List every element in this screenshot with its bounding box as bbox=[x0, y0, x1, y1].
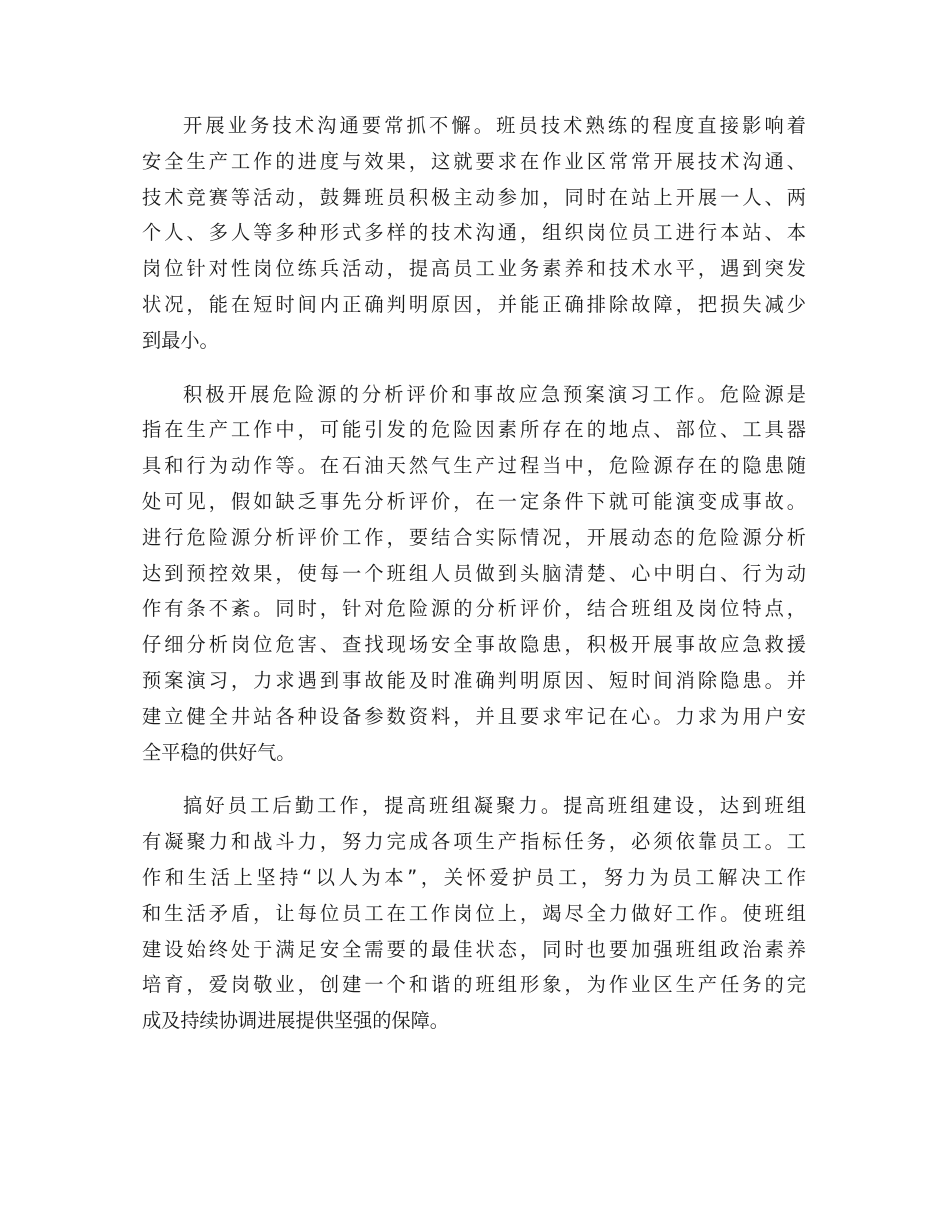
paragraph-line: 进行危险源分析评价工作，要结合实际情况，开展动态的危险源分析 bbox=[142, 525, 806, 549]
paragraph-3 bbox=[142, 788, 806, 1039]
paragraph-line: 状况，能在短时间内正确判明原因，并能正确排除故障，把损失减少 bbox=[142, 292, 806, 316]
document-body bbox=[142, 108, 806, 1057]
paragraph-line: 岗位针对性岗位练兵活动，提高员工业务素养和技术水平，遇到突发 bbox=[142, 257, 806, 281]
paragraph-line: 安全生产工作的进度与效果，这就要求在作业区常常开展技术沟通、 bbox=[142, 149, 806, 173]
paragraph-line: 有凝聚力和战斗力，努力完成各项生产指标任务，必须依靠员工。工 bbox=[142, 830, 806, 854]
paragraph-1 bbox=[142, 108, 806, 359]
paragraph-line: 具和行为动作等。在石油天然气生产过程当中，危险源存在的隐患随 bbox=[142, 454, 806, 478]
paragraph-line: 成及持续协调进展提供坚强的保障。 bbox=[142, 1009, 449, 1033]
paragraph-line: 建立健全井站各种设备参数资料，并且要求牢记在心。力求为用户安 bbox=[142, 704, 806, 728]
paragraph-line: 培育，爱岗敬业，创建一个和谐的班组形象，为作业区生产任务的完 bbox=[142, 973, 806, 997]
paragraph-line: 作和生活上坚持“以人为本”，关怀爱护员工，努力为员工解决工作 bbox=[142, 865, 806, 889]
paragraph-line: 积极开展危险源的分析评价和事故应急预案演习工作。危险源是 bbox=[183, 382, 806, 406]
paragraph-line: 指在生产工作中，可能引发的危险因素所存在的地点、部位、工具器 bbox=[142, 418, 806, 442]
paragraph-line: 搞好员工后勤工作，提高班组凝聚力。提高班组建设，达到班组 bbox=[183, 794, 806, 818]
paragraph-line: 全平稳的供好气。 bbox=[142, 740, 296, 764]
paragraph-line: 技术竞赛等活动，鼓舞班员积极主动参加，同时在站上开展一人、两 bbox=[142, 185, 806, 209]
paragraph-line: 仔细分析岗位危害、查找现场安全事故隐患，积极开展事故应急救援 bbox=[142, 633, 806, 657]
paragraph-line: 个人、多人等多种形式多样的技术沟通，组织岗位员工进行本站、本 bbox=[142, 221, 806, 245]
paragraph-line: 达到预控效果，使每一个班组人员做到头脑清楚、心中明白、行为动 bbox=[142, 561, 806, 585]
paragraph-line: 到最小。 bbox=[142, 328, 219, 352]
paragraph-line: 作有条不紊。同时，针对危险源的分析评价，结合班组及岗位特点， bbox=[142, 597, 806, 621]
paragraph-line: 处可见，假如缺乏事先分析评价，在一定条件下就可能演变成事故。 bbox=[142, 489, 806, 513]
paragraph-line: 预案演习，力求遇到事故能及时准确判明原因、短时间消除隐患。并 bbox=[142, 668, 806, 692]
paragraph-2 bbox=[142, 377, 806, 771]
paragraph-line: 建设始终处于满足安全需要的最佳状态，同时也要加强班组政治素养 bbox=[142, 937, 806, 961]
paragraph-line: 开展业务技术沟通要常抓不懈。班员技术熟练的程度直接影响着 bbox=[183, 114, 806, 137]
paragraph-line: 和生活矛盾，让每位员工在工作岗位上，竭尽全力做好工作。使班组 bbox=[142, 901, 806, 925]
